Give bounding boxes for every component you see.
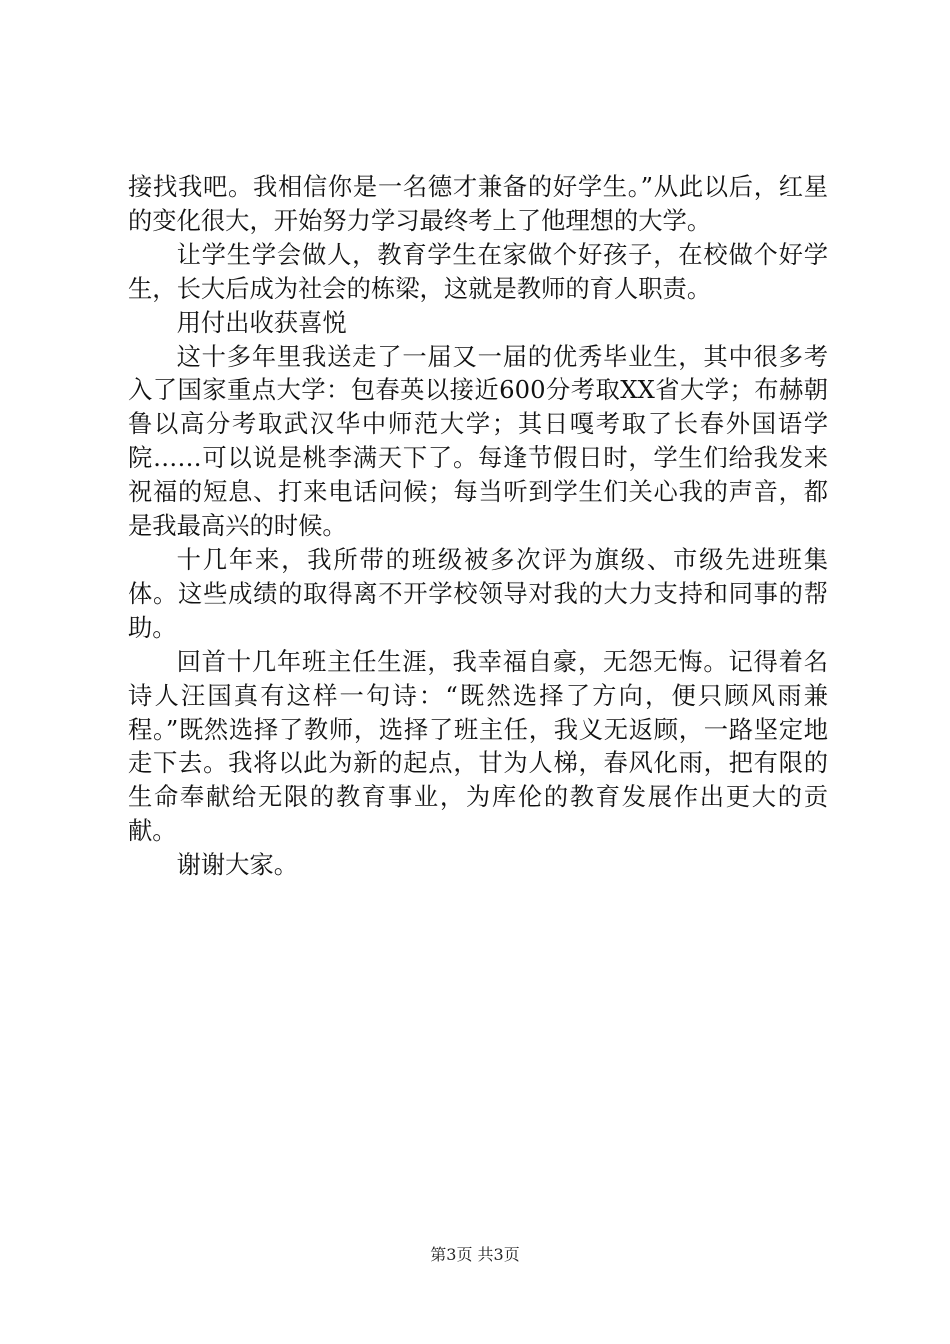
section-heading: 用付出收获喜悦	[176, 307, 347, 337]
paragraph-continuation: 接找我吧。我相信你是一名德才兼备的好学生。”从此以后，红星的变化很大，开始努力学习最终考上了他理想的大学。	[128, 172, 828, 235]
document-body	[128, 170, 828, 882]
paragraph-reflection: 回首十几年班主任生涯，我幸福自豪，无怨无悔。记得着名诗人汪国真有这样一句诗：“既然选择了方向，便只顾风雨兼程。”既然选择了教师，选择了班主任，我义无返顾，一路坚定地走下去。我将以此为新的起点，甘为人梯，春风化雨，把有限的生命奉献给无限的教育事业，为库伦的教育发展作出更大的贡献。	[128, 646, 828, 846]
paragraph-graduates: 这十多年里我送走了一届又一届的优秀毕业生，其中很多考入了国家重点大学：包春英以接近600分考取XX省大学；布赫朝鲁以高分考取武汉华中师范大学；其日嘎考取了长春外国语学院……可以说是桃李满天下了。每逢节假日时，学生们给我发来祝福的短息、打来电话问候；每当听到学生们关心我的声音，都是我最高兴的时候。	[128, 341, 828, 541]
paragraph-achievements: 十几年来，我所带的班级被多次评为旗级、市级先进班集体。这些成绩的取得离不开学校领导对我的大力支持和同事的帮助。	[128, 544, 828, 642]
paragraph-teaching-duty: 让学生学会做人，教育学生在家做个好孩子，在校做个好学生，长大后成为社会的栋梁，这就是教师的育人职责。	[128, 239, 828, 303]
page-number-footer: 第3页 共3页	[430, 1245, 520, 1264]
paragraph-thanks: 谢谢大家。	[176, 850, 299, 880]
